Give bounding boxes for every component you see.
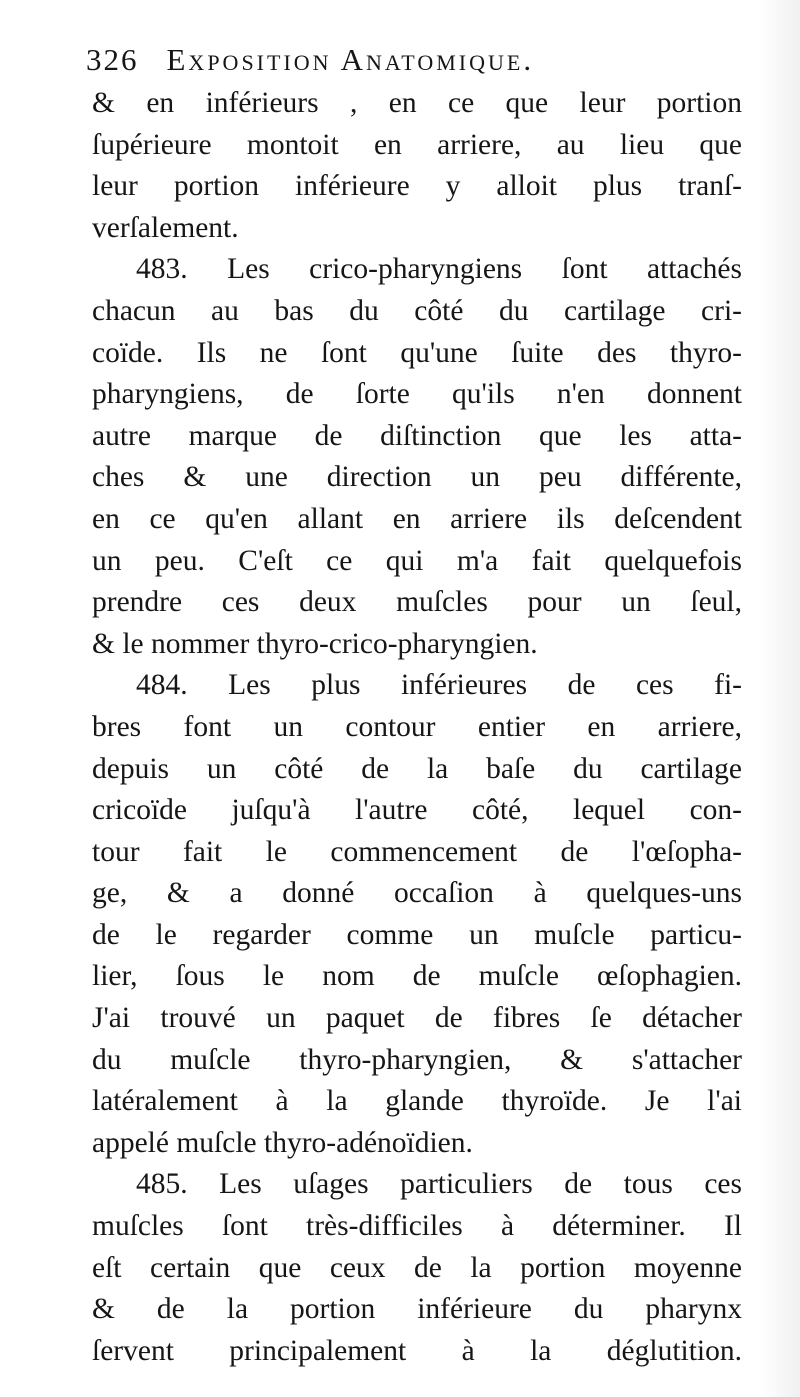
text-line: verſalement. — [92, 211, 239, 244]
text-line: appelé muſcle thyro-adénoïdien. — [92, 1126, 473, 1159]
text-line: ches & une direction un peu différente, — [92, 461, 742, 494]
running-title: Exposition Anatomique. — [166, 42, 535, 77]
text-line: ſervent principalement à la déglutition. — [92, 1334, 742, 1367]
text-line: en ce qu'en allant en arriere ils deſcendent — [92, 502, 742, 535]
text-line: latéralement à la glande thyroïde. Je l'ai — [92, 1085, 742, 1118]
text-line: 485. Les uſages particuliers de tous ces — [136, 1168, 742, 1201]
text-line: prendre ces deux muſcles pour un ſeul, — [92, 586, 742, 619]
text-line: J'ai trouvé un paquet de fibres ſe détacher — [92, 1002, 742, 1035]
text-line: de le regarder comme un muſcle particu- — [92, 918, 742, 951]
text-line: ge, & a donné occaſion à quelques-uns — [92, 877, 742, 910]
text-line: leur portion inférieure y alloit plus tranſ- — [92, 170, 742, 203]
text-line: lier, ſous le nom de muſcle œſophagien. — [92, 960, 742, 993]
text-line: ſupérieure montoit en arriere, au lieu que — [92, 128, 742, 161]
page-number: 326 — [86, 42, 139, 77]
text-line: & le nommer thyro-crico-pharyngien. — [92, 627, 538, 660]
running-header — [86, 42, 534, 78]
text-line: bres font un contour entier en arriere, — [92, 710, 742, 743]
body-text — [92, 83, 742, 1372]
text-line: 483. Les crico-pharyngiens ſont attachés — [136, 253, 742, 286]
text-line: du muſcle thyro-pharyngien, & s'attacher — [92, 1043, 742, 1076]
text-line: pharyngiens, de ſorte qu'ils n'en donnent — [92, 378, 742, 411]
text-line: coïde. Ils ne ſont qu'une ſuite des thyro- — [92, 336, 742, 369]
text-line: eſt certain que ceux de la portion moyenne — [92, 1251, 742, 1284]
text-line: un peu. C'eſt ce qui m'a fait quelquefois — [92, 544, 742, 577]
text-line: depuis un côté de la baſe du cartilage — [92, 752, 742, 785]
text-line: chacun au bas du côté du cartilage cri- — [92, 294, 742, 327]
text-line: autre marque de diſtinction que les atta- — [92, 419, 742, 452]
text-line: tour fait le commencement de l'œſopha- — [92, 835, 742, 868]
text-line: 484. Les plus inférieures de ces fi- — [136, 669, 742, 702]
text-line: & en inférieurs , en ce que leur portion — [92, 87, 742, 119]
text-line: muſcles ſont très-difficiles à déterminer. Il — [92, 1210, 742, 1243]
text-line: cricoïde juſqu'à l'autre côté, lequel con- — [92, 794, 742, 827]
text-line: & de la portion inférieure du pharynx — [92, 1293, 742, 1326]
